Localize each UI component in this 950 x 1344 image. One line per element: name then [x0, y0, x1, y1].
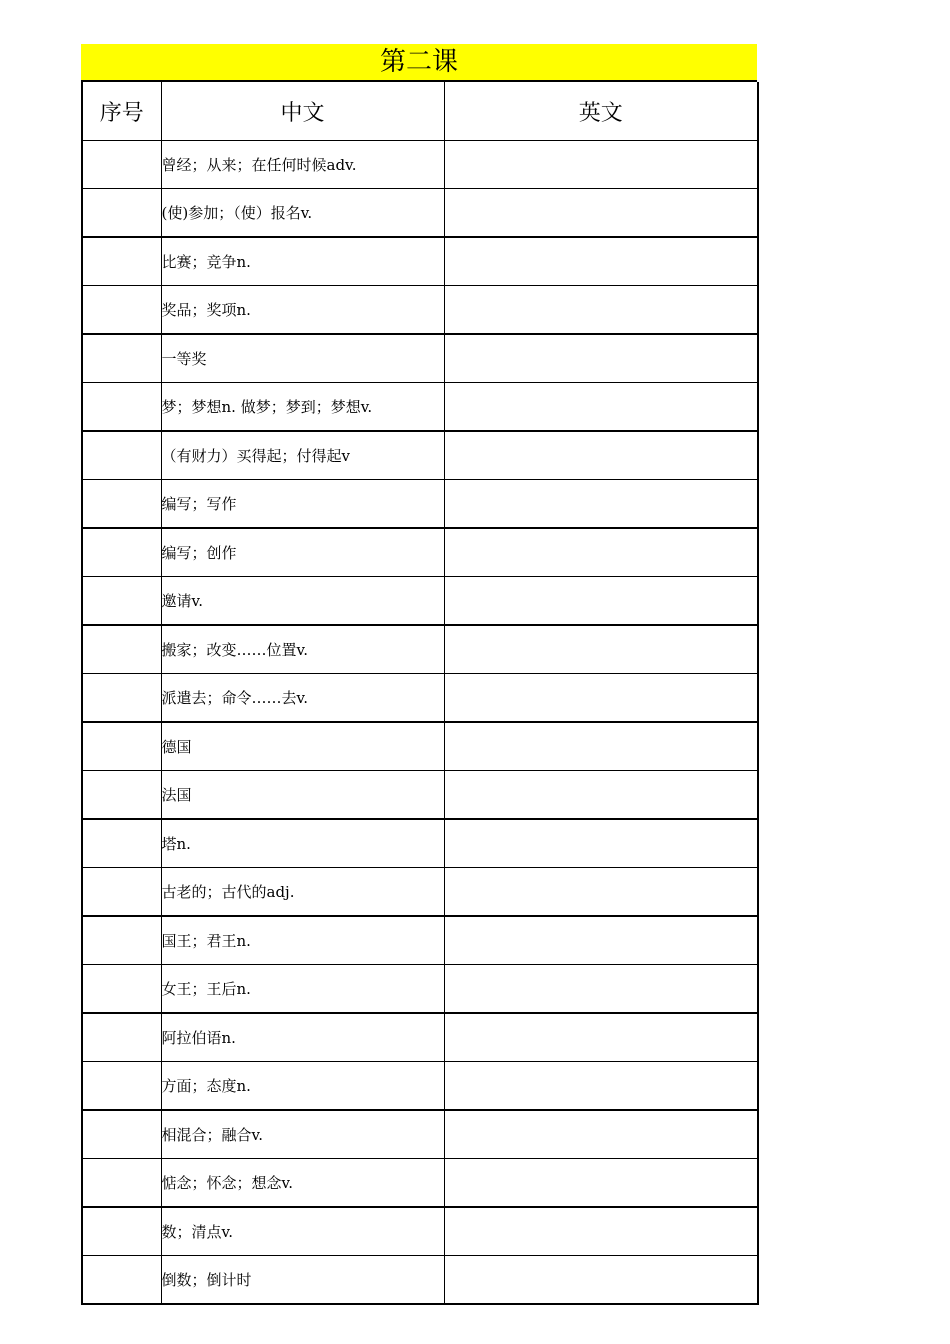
table-row: [82, 1062, 758, 1111]
row-english-cell[interactable]: [444, 771, 758, 820]
table-row: [82, 1207, 758, 1256]
table-row: [82, 625, 758, 674]
row-index-cell: [82, 286, 161, 335]
row-chinese-cell: 比赛；竞争n.: [161, 237, 444, 286]
row-chinese-cell: 倒数；倒计时: [161, 1256, 444, 1305]
row-chinese-cell: 惦念；怀念；想念v.: [161, 1159, 444, 1208]
row-chinese-cell: 编写；创作: [161, 528, 444, 577]
row-index-cell: [82, 1013, 161, 1062]
row-index-cell: [82, 868, 161, 917]
row-index-cell: [82, 528, 161, 577]
row-chinese-cell: 曾经；从来；在任何时候adv.: [161, 141, 444, 189]
row-chinese-cell: 相混合；融合v.: [161, 1110, 444, 1159]
row-chinese-cell: 奖品；奖项n.: [161, 286, 444, 335]
row-index-cell: [82, 431, 161, 480]
row-english-cell[interactable]: [444, 334, 758, 383]
table-row: [82, 334, 758, 383]
row-index-cell: [82, 383, 161, 432]
row-chinese-cell: 女王；王后n.: [161, 965, 444, 1014]
row-index-cell: [82, 1062, 161, 1111]
row-chinese-cell: (使)参加；（使）报名v.: [161, 189, 444, 238]
row-chinese-cell: （有财力）买得起；付得起v: [161, 431, 444, 480]
table-row: [82, 722, 758, 771]
table-row: [82, 1013, 758, 1062]
row-index-cell: [82, 965, 161, 1014]
row-english-cell[interactable]: [444, 189, 758, 238]
row-chinese-cell: 派遣去；命令……去v.: [161, 674, 444, 723]
row-chinese-cell: 编写；写作: [161, 480, 444, 529]
table-body: [82, 141, 758, 1305]
row-english-cell[interactable]: [444, 383, 758, 432]
sheet-title: 第二课: [81, 44, 757, 82]
row-english-cell[interactable]: [444, 819, 758, 868]
row-index-cell: [82, 722, 161, 771]
row-chinese-cell: 法国: [161, 771, 444, 820]
row-english-cell[interactable]: [444, 965, 758, 1014]
table-row: [82, 1159, 758, 1208]
row-english-cell[interactable]: [444, 625, 758, 674]
row-index-cell: [82, 334, 161, 383]
table-row: [82, 819, 758, 868]
row-english-cell[interactable]: [444, 480, 758, 529]
row-chinese-cell: 阿拉伯语n.: [161, 1013, 444, 1062]
row-chinese-cell: 方面；态度n.: [161, 1062, 444, 1111]
row-index-cell: [82, 577, 161, 626]
row-english-cell[interactable]: [444, 286, 758, 335]
row-english-cell[interactable]: [444, 1159, 758, 1208]
row-chinese-cell: 国王；君王n.: [161, 916, 444, 965]
table-row: [82, 237, 758, 286]
row-index-cell: [82, 625, 161, 674]
row-english-cell[interactable]: [444, 528, 758, 577]
vocabulary-table: [81, 82, 759, 1305]
table-row: [82, 771, 758, 820]
table-row: [82, 577, 758, 626]
vocabulary-sheet: [81, 44, 757, 1305]
row-english-cell[interactable]: [444, 868, 758, 917]
row-chinese-cell: 德国: [161, 722, 444, 771]
row-index-cell: [82, 916, 161, 965]
row-index-cell: [82, 189, 161, 238]
row-index-cell: [82, 1256, 161, 1305]
row-english-cell[interactable]: [444, 674, 758, 723]
table-row: [82, 1110, 758, 1159]
row-english-cell[interactable]: [444, 1256, 758, 1305]
row-english-cell[interactable]: [444, 1207, 758, 1256]
row-chinese-cell: 梦；梦想n. 做梦；梦到；梦想v.: [161, 383, 444, 432]
table-row: [82, 480, 758, 529]
row-chinese-cell: 塔n.: [161, 819, 444, 868]
row-english-cell[interactable]: [444, 1062, 758, 1111]
row-chinese-cell: 一等奖: [161, 334, 444, 383]
row-index-cell: [82, 1159, 161, 1208]
table-header-row: [82, 82, 758, 141]
row-english-cell[interactable]: [444, 431, 758, 480]
header-chinese: 中文: [161, 82, 444, 141]
row-index-cell: [82, 674, 161, 723]
table-row: [82, 431, 758, 480]
row-index-cell: [82, 1110, 161, 1159]
header-index: 序号: [82, 82, 161, 141]
table-row: [82, 916, 758, 965]
row-english-cell[interactable]: [444, 916, 758, 965]
row-index-cell: [82, 1207, 161, 1256]
row-chinese-cell: 搬家；改变……位置v.: [161, 625, 444, 674]
table-row: [82, 868, 758, 917]
row-index-cell: [82, 237, 161, 286]
table-row: [82, 189, 758, 238]
table-row: [82, 141, 758, 189]
table-row: [82, 286, 758, 335]
table-row: [82, 965, 758, 1014]
row-english-cell[interactable]: [444, 141, 758, 189]
table-row: [82, 383, 758, 432]
row-index-cell: [82, 141, 161, 189]
row-index-cell: [82, 819, 161, 868]
row-english-cell[interactable]: [444, 577, 758, 626]
row-chinese-cell: 邀请v.: [161, 577, 444, 626]
row-english-cell[interactable]: [444, 237, 758, 286]
row-index-cell: [82, 771, 161, 820]
table-row: [82, 674, 758, 723]
row-english-cell[interactable]: [444, 1013, 758, 1062]
header-english: 英文: [444, 82, 758, 141]
table-row: [82, 1256, 758, 1305]
row-english-cell[interactable]: [444, 722, 758, 771]
table-row: [82, 528, 758, 577]
row-chinese-cell: 数；清点v.: [161, 1207, 444, 1256]
row-english-cell[interactable]: [444, 1110, 758, 1159]
row-chinese-cell: 古老的；古代的adj.: [161, 868, 444, 917]
row-index-cell: [82, 480, 161, 529]
